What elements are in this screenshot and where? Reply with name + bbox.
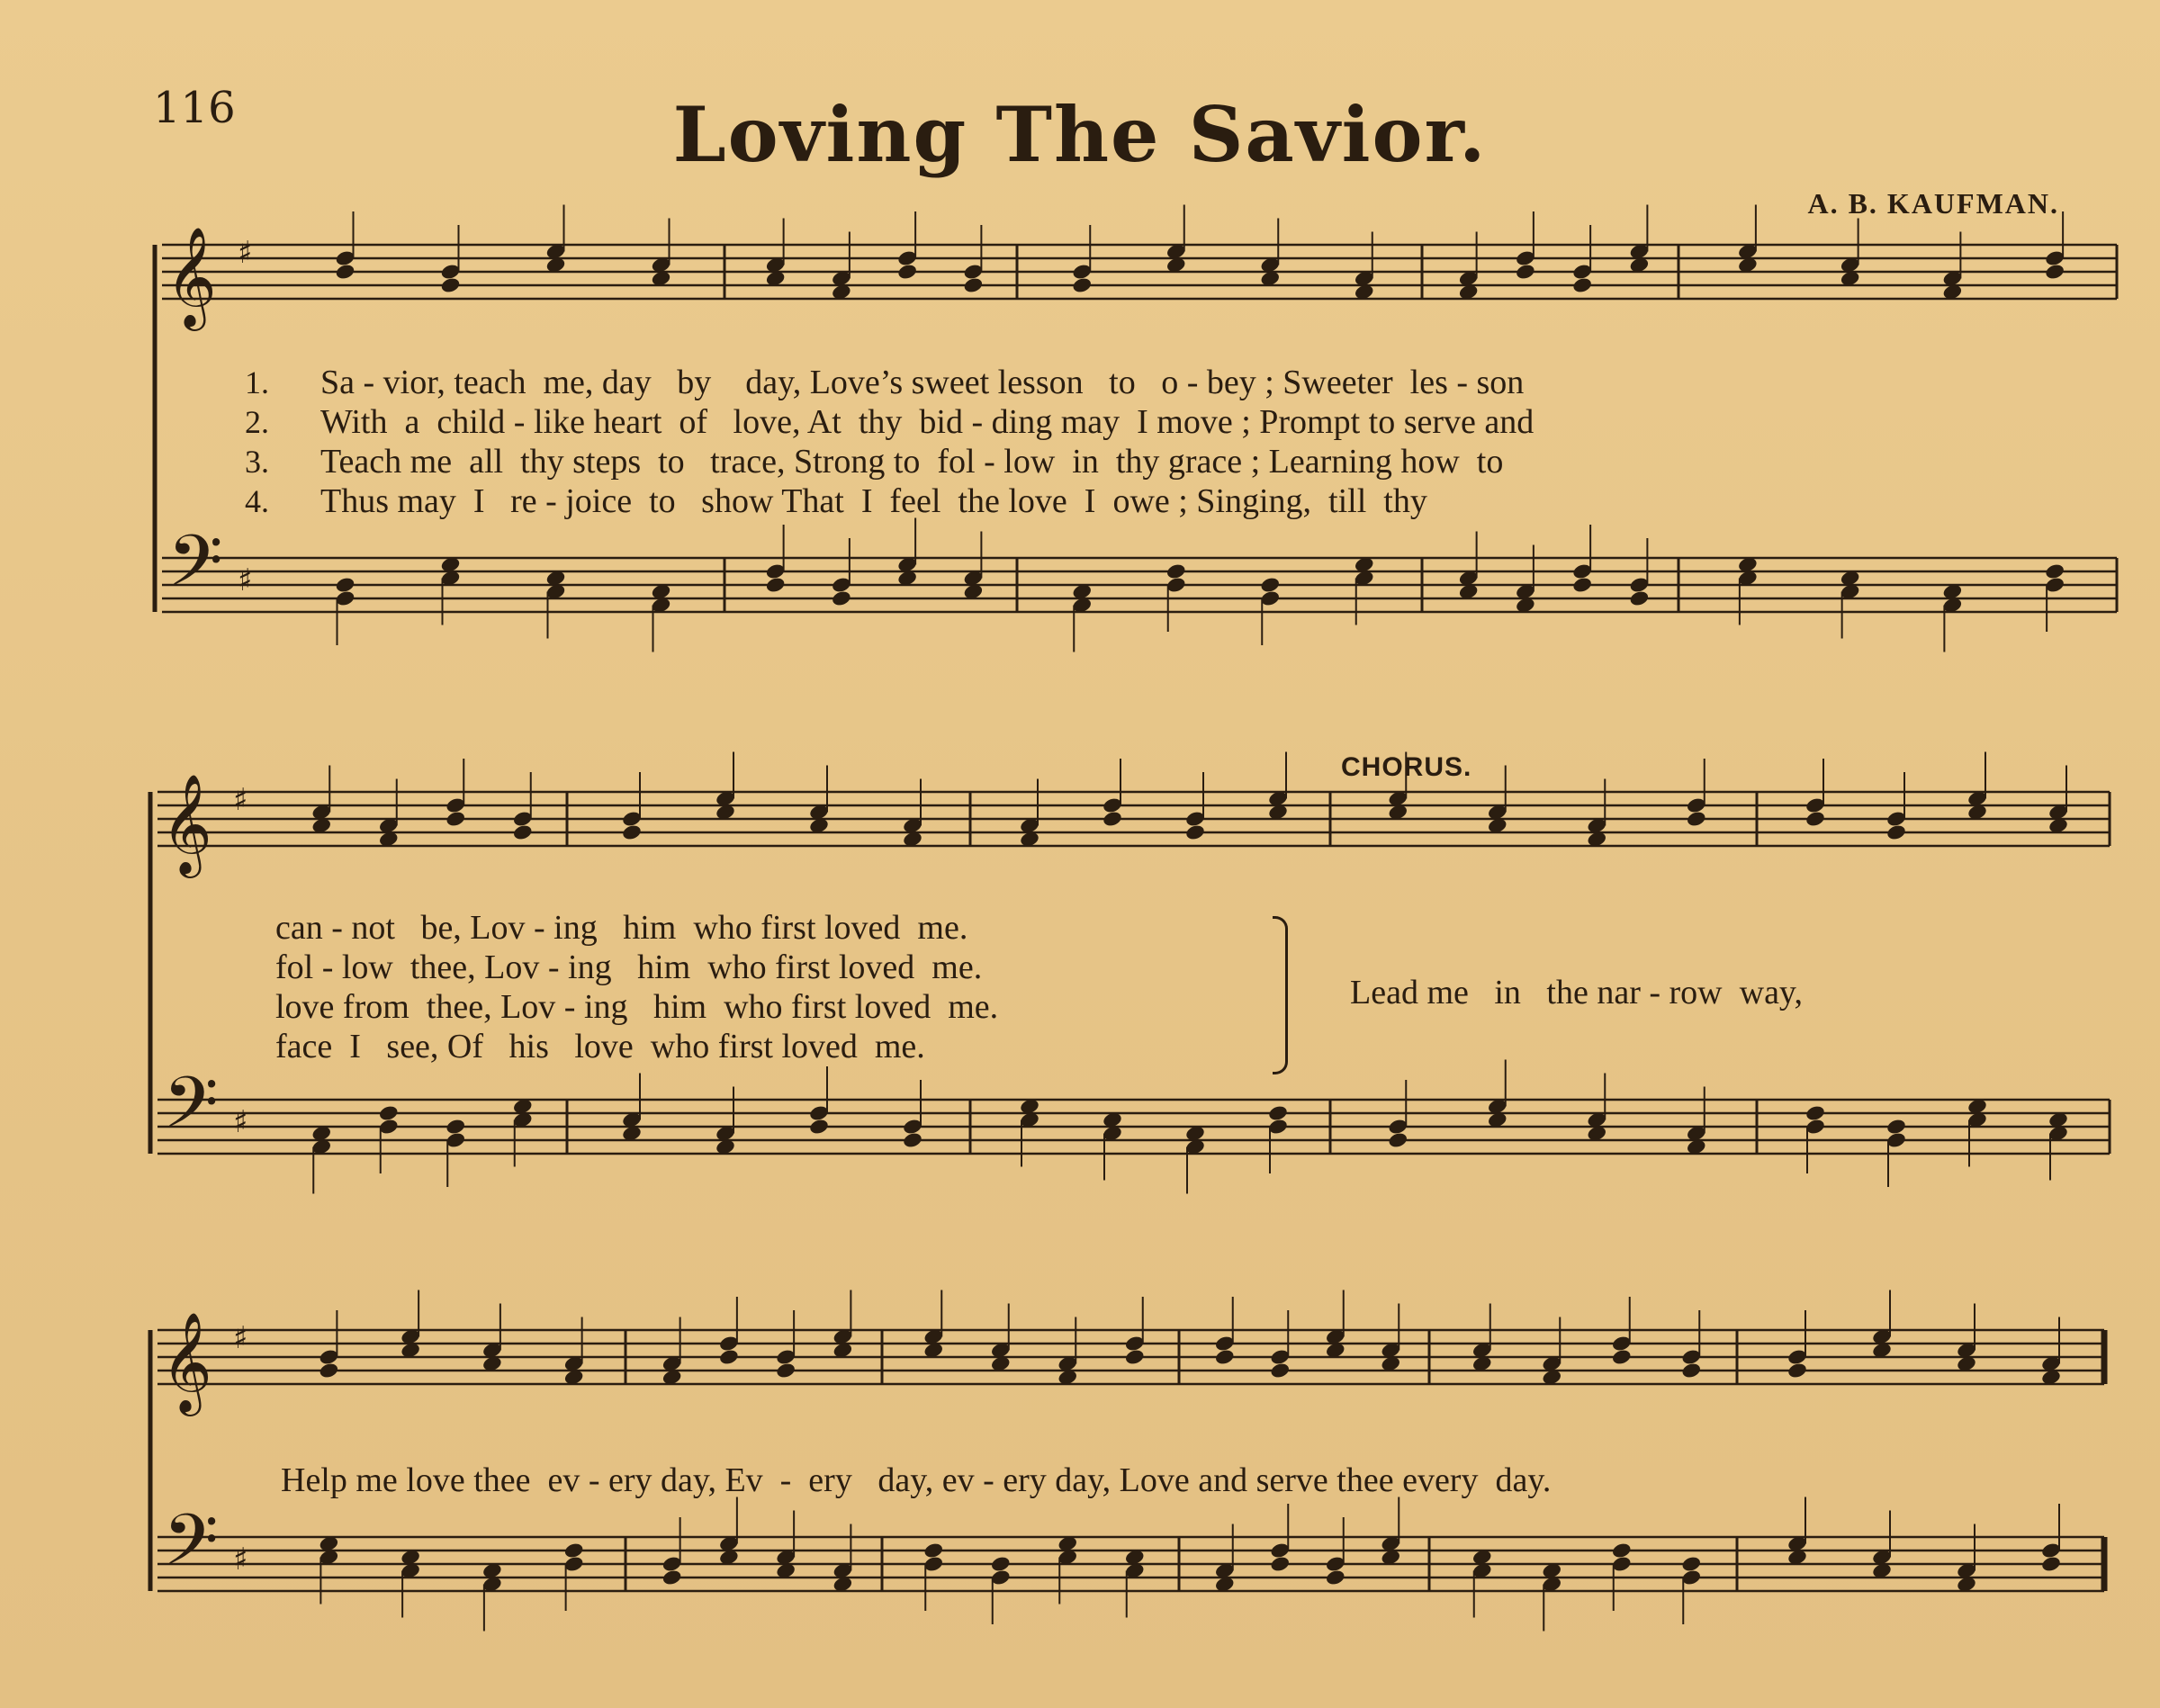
note-head	[902, 1131, 923, 1149]
note-head	[445, 810, 466, 828]
clef-symbol: 𝄞	[161, 1311, 212, 1412]
note-head	[1886, 823, 1907, 841]
note-head	[1387, 1131, 1408, 1149]
verse-number: 1.	[245, 364, 269, 400]
verse-2-line-1: With a child - like heart of love, At thy bid - ding may I move ; Prompt to serve and	[320, 403, 1534, 441]
key-signature-sharp: ♯	[233, 1320, 248, 1356]
clef-symbol: 𝄢	[167, 519, 223, 620]
note-head	[1184, 823, 1206, 841]
verse-4-line-2: face I see, Of his love who first loved me.	[275, 1028, 925, 1065]
verse-number: 4.	[245, 483, 269, 519]
note-head	[1786, 1362, 1808, 1380]
clef-symbol: 𝄢	[163, 1061, 219, 1162]
note-head	[445, 1118, 466, 1136]
key-signature-sharp: ♯	[233, 782, 248, 818]
note-head	[1571, 576, 1593, 594]
note-head	[1804, 1104, 1826, 1122]
note-head	[2044, 263, 2066, 281]
note-head	[335, 576, 356, 594]
note-head	[621, 823, 643, 841]
note-head	[2044, 562, 2066, 580]
note-head	[718, 1348, 740, 1366]
note-head	[808, 1118, 830, 1136]
note-head	[1166, 562, 1187, 580]
chorus-label: CHORUS.	[1341, 752, 1472, 782]
key-signature-sharp: ♯	[238, 562, 253, 598]
note-head	[1804, 810, 1826, 828]
note-head	[335, 263, 356, 281]
hymn-title: Loving The Savior.	[672, 90, 1488, 179]
note-head	[378, 1104, 400, 1122]
chorus-line-1: Lead me in the nar - row way,	[1350, 974, 1803, 1011]
verse-1-line-2: can - not be, Lov - ing him who first loved me.	[275, 909, 968, 947]
note-head	[1515, 263, 1536, 281]
note-head	[922, 1542, 944, 1560]
chorus-line-2: Help me love thee ev - ery day, Ev - ery day, ev - ery day, Love and serve thee every day.	[281, 1461, 1552, 1499]
clef-symbol: 𝄞	[161, 773, 212, 874]
note-head	[963, 276, 985, 294]
note-head	[563, 1542, 585, 1560]
note-head	[1124, 1348, 1146, 1366]
note-head	[1686, 810, 1707, 828]
note-head	[1611, 1542, 1633, 1560]
note-head	[775, 1362, 796, 1380]
verse-2-line-2: fol - low thee, Lov - ing him who first loved me.	[275, 948, 983, 986]
note-head	[1259, 576, 1281, 594]
page-number: 116	[153, 83, 236, 133]
note-head	[1629, 589, 1651, 607]
note-head	[1611, 1348, 1633, 1366]
key-signature-sharp: ♯	[238, 235, 253, 271]
verse-3-line-2: love from thee, Lov - ing him who first loved me.	[275, 988, 999, 1026]
verse-brace	[1273, 916, 1288, 1074]
note-head	[1214, 1348, 1236, 1366]
note-head	[1325, 1569, 1346, 1587]
key-signature-sharp: ♯	[233, 1542, 248, 1578]
composer-credit: A. B. KAUFMAN.	[1807, 187, 2059, 220]
verse-number: 2.	[245, 404, 269, 440]
note-head	[1071, 276, 1093, 294]
verse-number: 3.	[245, 444, 269, 480]
verse-1-line-1: Sa - vior, teach me, day by day, Love’s sweet lesson to o - bey ; Sweeter les - son	[320, 364, 1525, 401]
clef-symbol: 𝄞	[166, 226, 217, 327]
note-head	[896, 263, 918, 281]
verse-4-line-1: Thus may I re - joice to show That I feel the love I owe ; Singing, till thy	[320, 482, 1427, 520]
note-head	[319, 1362, 340, 1380]
note-head	[512, 823, 534, 841]
verse-3-line-1: Teach me all thy steps to trace, Strong to fol - low in thy grace ; Learning how to	[320, 443, 1504, 481]
note-head	[831, 589, 852, 607]
note-head	[1102, 810, 1123, 828]
clef-symbol: 𝄢	[163, 1498, 219, 1599]
note-head	[1269, 1555, 1291, 1573]
note-head	[990, 1555, 1012, 1573]
note-head	[440, 276, 462, 294]
key-signature-sharp: ♯	[233, 1104, 248, 1140]
note-head	[1267, 1104, 1289, 1122]
note-head	[2040, 1555, 2062, 1573]
note-head	[765, 576, 787, 594]
note-head	[1571, 276, 1593, 294]
note-head	[1680, 1362, 1702, 1380]
note-head	[1269, 1362, 1291, 1380]
note-head	[1680, 1555, 1702, 1573]
note-head	[662, 1569, 683, 1587]
note-head	[1886, 1118, 1907, 1136]
